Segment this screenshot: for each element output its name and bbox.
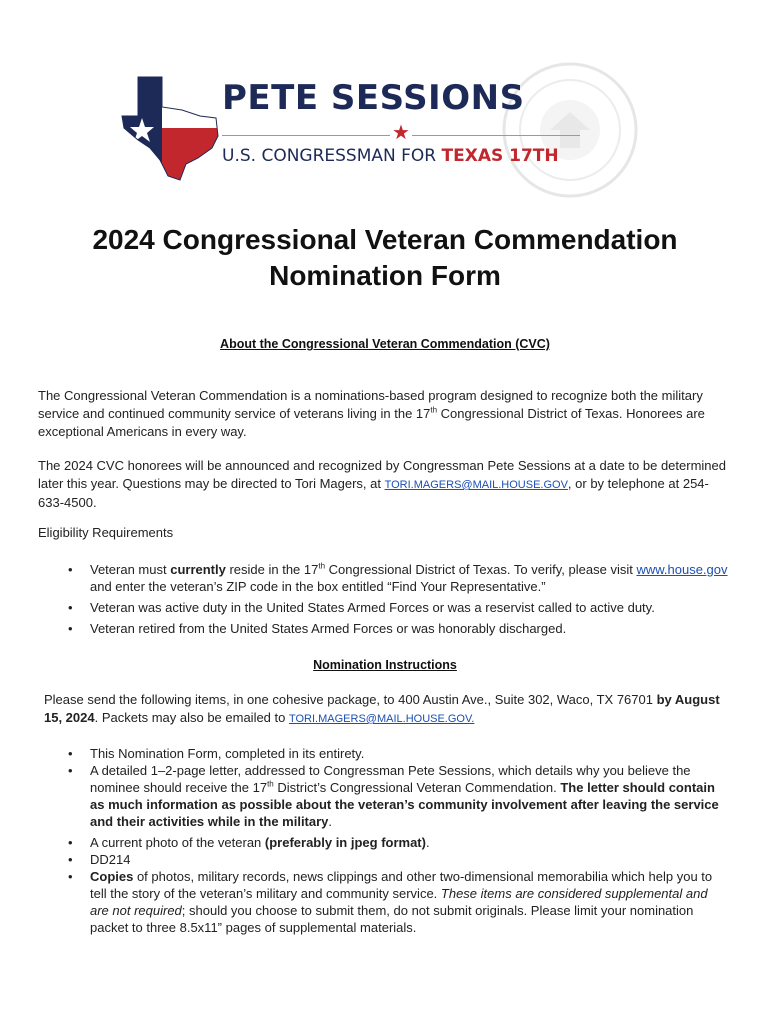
about-heading: About the Congressional Veteran Commendation (CVC) xyxy=(220,337,550,351)
page-title: 2024 Congressional Veteran Commendation Nomination Form xyxy=(92,224,678,291)
contact-email-link[interactable]: TORI.MAGERS@MAIL.HOUSE.GOV xyxy=(384,479,568,491)
list-item: • Veteran must currently reside in the 17th Congressional District of Texas. To verify, please visit www.house.gov and enter the veteran’s ZIP code in the box entitled “Find Your Representative.” xyxy=(68,561,728,594)
list-item: • A detailed 1–2-page letter, addressed to Congressman Pete Sessions, which details why you believe the nominee should receive the 17th District’s Congressional Veteran Commendation. The letter should contain as much information as possible about the veteran’s community involvement after leaving the service and their activities while in the military. xyxy=(68,763,719,829)
house-gov-link[interactable]: www.house.gov xyxy=(636,562,728,577)
star-icon: ★ xyxy=(392,122,410,144)
about-paragraph-1: The Congressional Veteran Commendation is a nominations-based program designed to recognize both the military service and continued community service of veterans living in the 17th Congressional District of Texas. Honorees are exceptional Americans in every way. xyxy=(38,388,705,439)
eligibility-list xyxy=(68,561,730,637)
list-item: • A current photo of the veteran (preferably in jpeg format). xyxy=(68,835,430,850)
texas-flag-map-icon xyxy=(120,72,220,182)
instructions-intro: Please send the following items, in one cohesive package, to 400 Austin Ave., Suite 302, Waco, TX 76701 by August 15, 2024. Packets may also be emailed to TORI.MAGERS@MAIL.HOUSE.GOV. xyxy=(44,692,720,725)
list-item: • Veteran retired from the United States Armed Forces or was honorably discharged. xyxy=(68,621,567,636)
eligibility-heading: Eligibility Requirements xyxy=(38,525,174,540)
list-item: • DD214 xyxy=(68,852,131,867)
letterhead xyxy=(0,0,770,190)
list-item: • Copies of photos, military records, news clippings and other two-dimensional memorabilia which help you to tell the story of the veteran’s military and community service. These items are considered supplemental and are not required; should you choose to submit them, do not submit originals. Please limit your nomination packet to three 8.5x11” pages of supplemental materials. xyxy=(68,869,713,935)
about-paragraph-2: The 2024 CVC honorees will be announced and recognized by Congressman Pete Sessions at a date to be determined later this year. Questions may be directed to Tori Magers, at TORI.MAGERS@MAIL.HOUSE.GOV, or by telephone at 254-633-4500. xyxy=(38,458,726,510)
logo-divider xyxy=(222,135,390,136)
list-item: • Veteran was active duty in the United States Armed Forces or was a reservist called to active duty. xyxy=(68,600,655,615)
list-item: • This Nomination Form, completed in its entirety. xyxy=(68,746,365,761)
submission-email-link[interactable]: TORI.MAGERS@MAIL.HOUSE.GOV. xyxy=(288,713,475,725)
instructions-heading: Nomination Instructions xyxy=(313,658,457,672)
logo-divider xyxy=(412,135,580,136)
instructions-list xyxy=(68,745,720,936)
logo-subtitle: U.S. CONGRESSMAN FOR TEXAS 17TH xyxy=(222,146,559,166)
logo-name: PETE SESSIONS xyxy=(222,78,525,118)
